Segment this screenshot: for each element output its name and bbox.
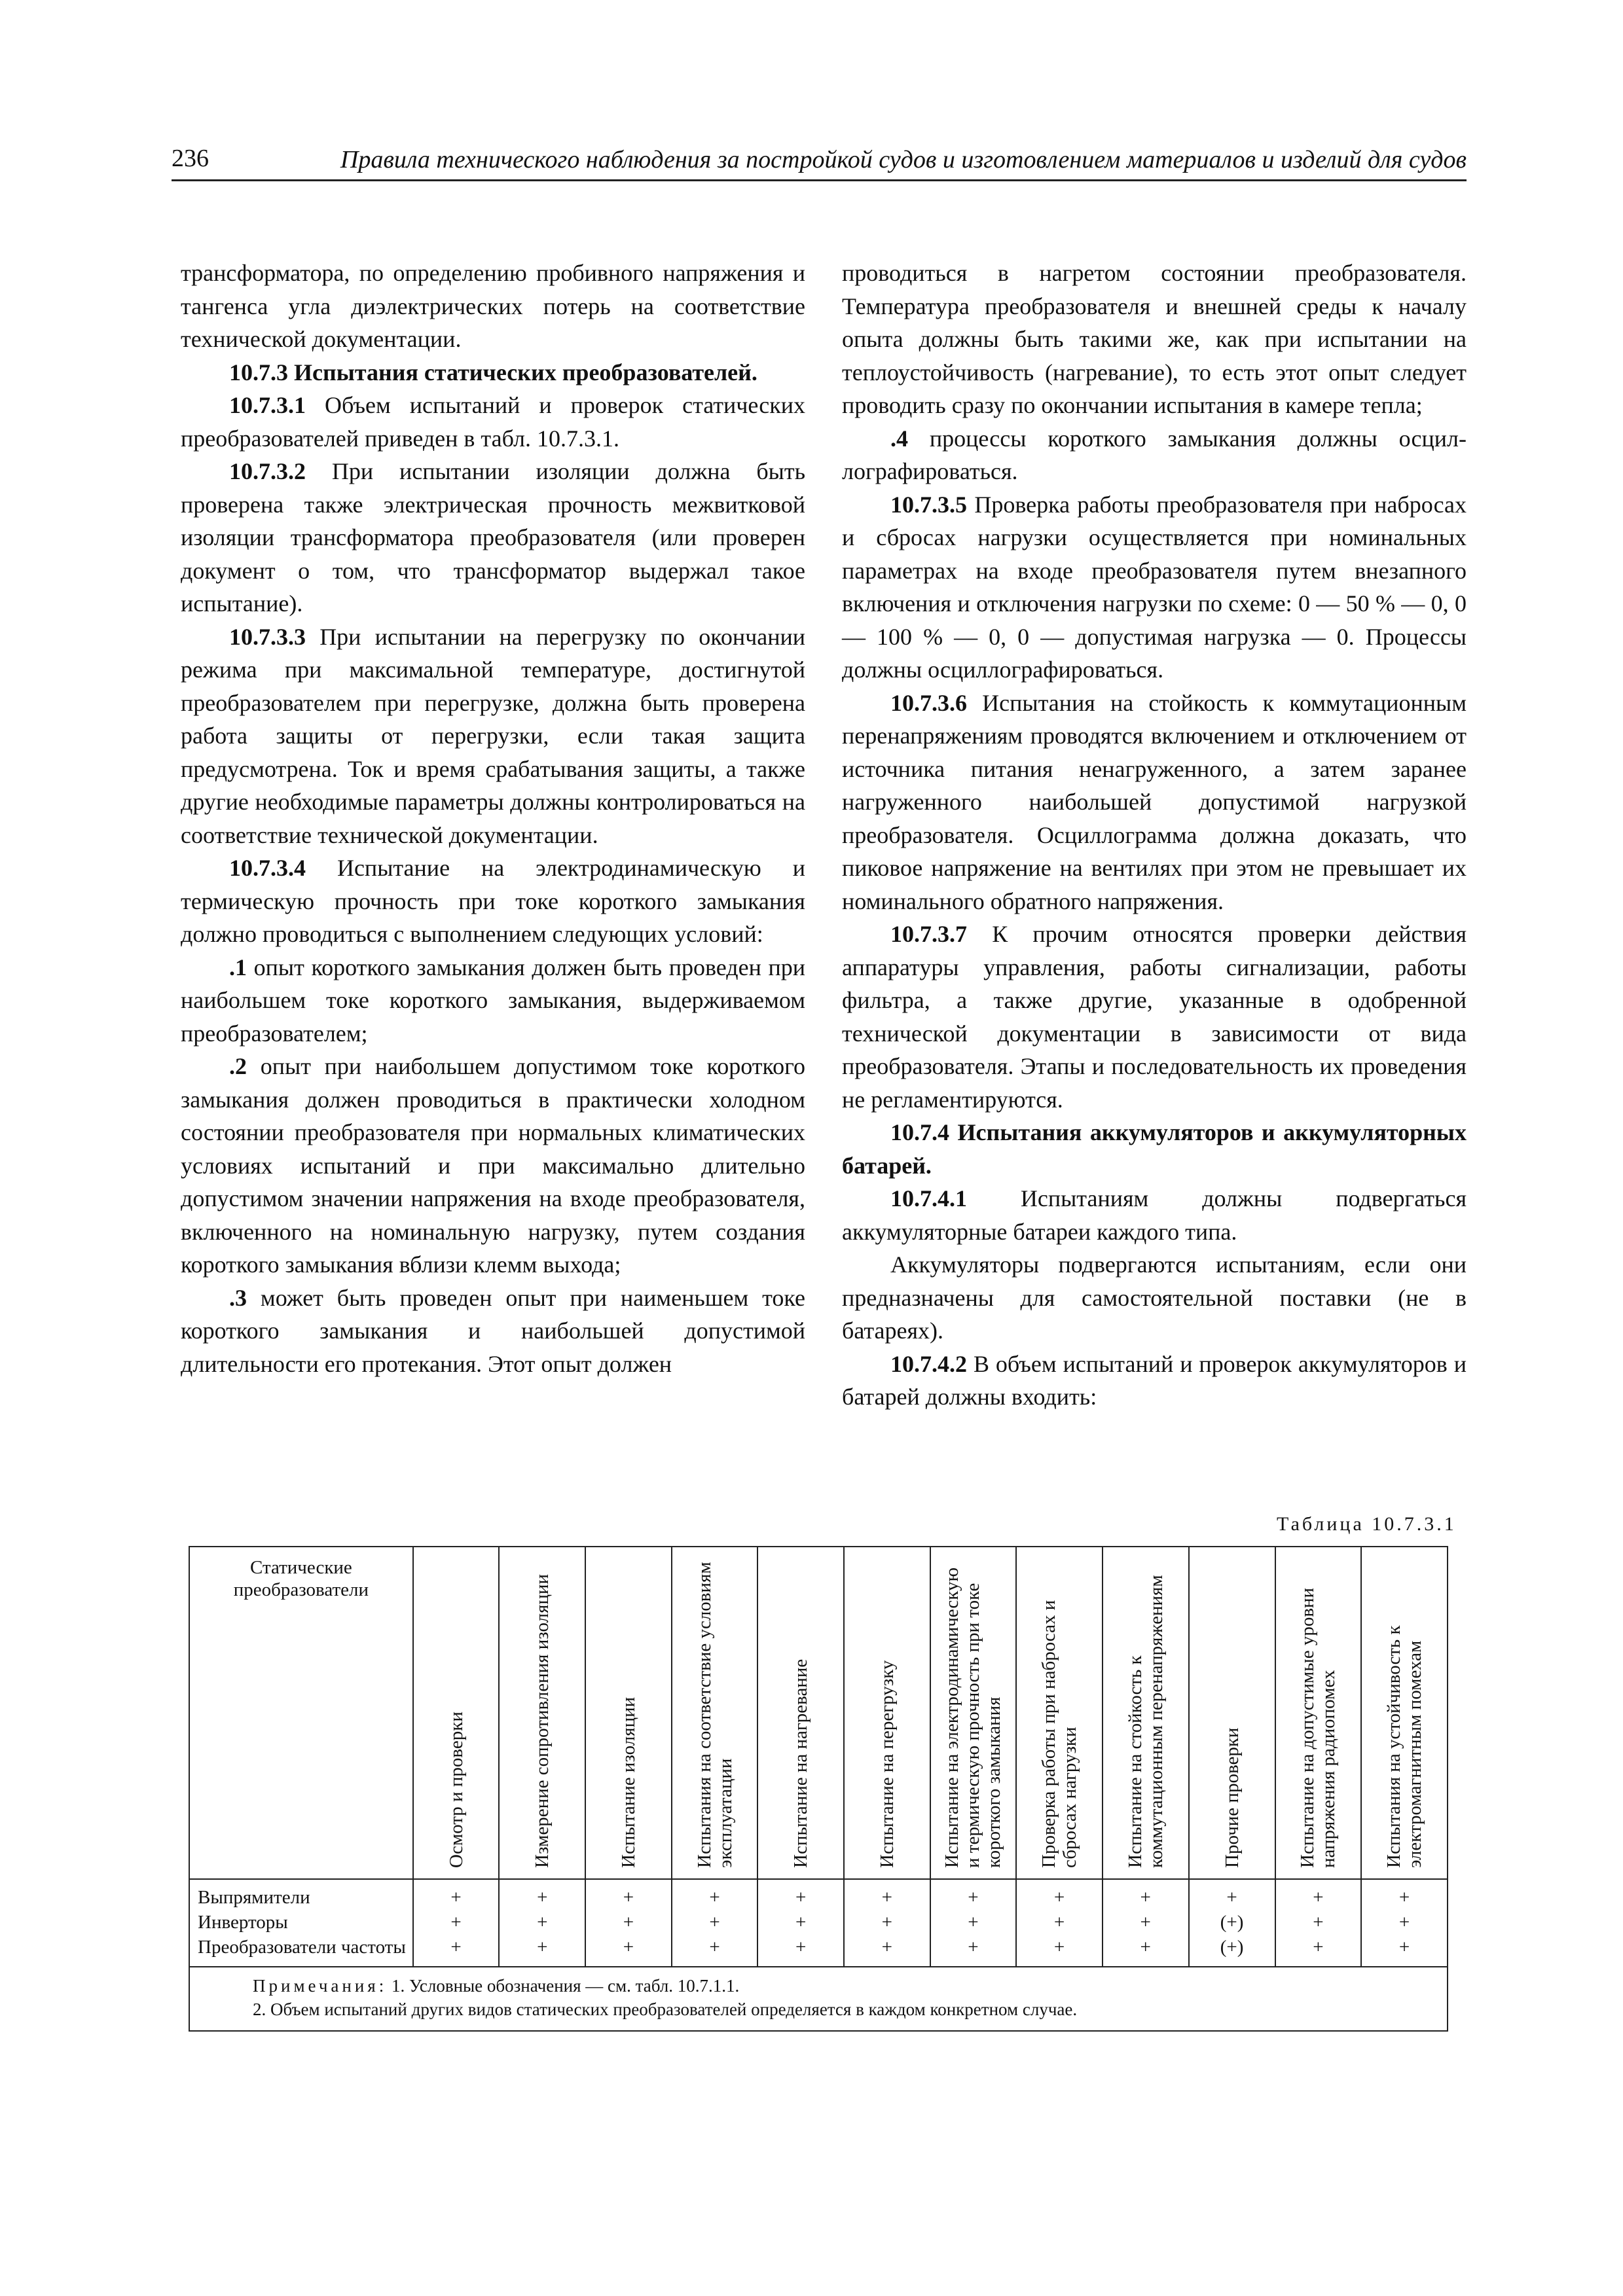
marks-cell: + + +	[672, 1879, 758, 1967]
marks-cell: + + +	[585, 1879, 672, 1967]
row-labels	[189, 1879, 413, 1967]
column-header: Испытание на нагревание	[757, 1547, 844, 1879]
paragraph: 10.7.3.6 Испытания на стойкость к коммутационным перенапряжениям проводятся включением и отключением от источника питания ненагруженного, а затем заранее нагруженного наибольшей допустимой нагрузкой преобразователя. Осциллограмма должна доказать, что пиковое напряжение на вентилях при этом не превышает их номинального обратного напряжения.	[842, 689, 1467, 914]
marks-cell: + + +	[757, 1879, 844, 1967]
note: 2. Объем испытаний других видов статических преобразователей определяется в каждом конкретном случае.	[253, 2000, 1078, 2019]
paragraph: 10.7.4.2 В объем испытаний и проверок аккумуляторов и батарей должны входить:	[842, 1350, 1467, 1410]
row-label: Преобразователи частоты	[198, 1937, 406, 1958]
paragraph: Аккумуляторы подвергаются испытаниям, если они предназначены для самостоятельной поставки (не в батареях).	[842, 1251, 1467, 1344]
column-header: Испытание на допустимые уровни напряжения радиопомех	[1275, 1547, 1362, 1879]
paragraph: 10.7.3.3 При испытании на перегрузку по окончании режима при максимальной температуре, достигнутой преобразователем при перегрузке, должна быть проверена работа защиты от перегрузки, если такая защита предусмотрена. Ток и время срабатывания защиты, а также другие необходимые параметры должны контролироваться на соответствие технической документации.	[181, 623, 806, 848]
paragraph: 10.7.3.1 Объем испытаний и проверок статических преобразователей приведен в табл. 10.7.3.1.	[181, 392, 806, 452]
marks-cell: + + +	[844, 1879, 930, 1967]
list-item: .4 процессы короткого замыкания должны осциллографироваться.	[842, 425, 1467, 484]
column-header: Испытание на стойкость к коммутационным перенапряжениям	[1103, 1547, 1189, 1879]
marks-cell: + + +	[1016, 1879, 1103, 1967]
column-header: Испытания на устойчивость к электромагнитным помехам	[1361, 1547, 1448, 1879]
page-number: 236	[172, 145, 209, 172]
table-notes	[189, 1967, 1448, 2031]
column-header: Испытание на перегрузку	[844, 1547, 930, 1879]
page-header	[172, 143, 1467, 181]
corner-header: Статические преобразователи	[189, 1547, 413, 1879]
paragraph: 10.7.3.5 Проверка работы преобразователя при набросах и сбросах нагрузки осуществляется при номинальных параметрах на входе преобразователя путем внезапного включения и отключения нагрузки по схеме: 0 — 50 % — 0, 0 — 100 % — 0, 0 — допустимая нагрузка — 0. Процессы должны осциллографироваться.	[842, 491, 1467, 683]
left-column	[181, 257, 805, 1380]
paragraph: 10.7.3.7 К прочим относятся проверки действия аппаратуры управления, работы сигнализации, работы фильтра, а также другие, указанные в одобренной технической документации в зависимости от вида преобразователя. Этапы и последовательность их проведения не регламентируются.	[842, 921, 1467, 1113]
column-header: Испытание изоляции	[585, 1547, 672, 1879]
marks-cell: + + +	[413, 1879, 500, 1967]
marks-cell: + + +	[499, 1879, 585, 1967]
marks-cell: + + +	[930, 1879, 1017, 1967]
marks-cell: + (+) (+)	[1189, 1879, 1275, 1967]
marks-cell: + + +	[1361, 1879, 1448, 1967]
column-header: Прочие проверки	[1189, 1547, 1275, 1879]
test-scope-table	[189, 1546, 1448, 2032]
list-item: .1 опыт короткого замыкания должен быть проведен при наибольшем токе короткого замыкания, выдерживаемом преобразователем;	[181, 954, 806, 1047]
paragraph: 10.7.4.1 Испытаниям должны подвергаться аккумуляторные батареи каждого типа.	[842, 1185, 1467, 1245]
notes-label: Примечания:	[253, 1976, 388, 1996]
paragraph: проводиться в нагретом состоянии преобразователя. Температура преобразователя и внешней среды к началу опыта должны быть такими же, как при испытании на теплоустойчивость (нагревание), то есть этот опыт следует проводить сразу по окончании испытания в камере тепла;	[842, 260, 1467, 418]
list-item: .2 опыт при наибольшем допустимом токе короткого замыкания должен проводиться в практически холодном состоянии преобразователя при нормальных климатических условиях испытаний и при максимально длительно допустимом значении напряжения на входе преобразователя, включенного на номинальную нагрузку, путем создания короткого замыкания вблизи клемм выхода;	[181, 1053, 806, 1278]
section-heading: 10.7.4 Испытания аккумуляторов и аккумуляторных батарей.	[842, 1119, 1467, 1179]
note: 1. Условные обозначения — см. табл. 10.7.1.1.	[391, 1976, 740, 1996]
column-header: Измерение сопротивления изоляции	[499, 1547, 585, 1879]
list-item: .3 может быть проведен опыт при наименьшем токе короткого замыкания и наибольшей допустимой длительности его протекания. Этот опыт должен	[181, 1284, 806, 1377]
paragraph: трансформатора, по определению пробивного напряжения и тангенса угла диэлектрических потерь на соответствие технической документации.	[181, 260, 805, 352]
column-header: Испытания на соответствие условиям эксплуатации	[672, 1547, 758, 1879]
running-title: Правила технического наблюдения за постройкой судов и изготовлением материалов и изделий для судов	[340, 146, 1467, 173]
column-header: Испытание на электродинамическую и термическую прочность при токе короткого замыкания	[930, 1547, 1017, 1879]
table-caption: Таблица 10.7.3.1	[1277, 1513, 1457, 1535]
row-label: Выпрямители	[198, 1887, 310, 1908]
marks-cell: + + +	[1275, 1879, 1362, 1967]
marks-cell: + + +	[1103, 1879, 1189, 1967]
paragraph: 10.7.3.4 Испытание на электродинамическую и термическую прочность при токе короткого замыкания должно проводиться с выполнением следующих условий:	[181, 855, 806, 947]
paragraph: 10.7.3.2 При испытании изоляции должна быть проверена также электрическая прочность межвитковой изоляции трансформатора преобразователя (или проверен документ о том, что трансформатор выдержал такое испытание).	[181, 458, 806, 617]
table-notes-row	[189, 1967, 1448, 2031]
column-header: Осмотр и проверки	[413, 1547, 500, 1879]
column-header: Проверка работы при набросах и сбросах нагрузки	[1016, 1547, 1103, 1879]
table-header-row	[189, 1547, 1448, 1879]
row-label: Инверторы	[198, 1912, 288, 1933]
section-heading: 10.7.3 Испытания статических преобразователей.	[229, 359, 757, 386]
table-body-row	[189, 1879, 1448, 1967]
right-column	[842, 257, 1467, 1414]
